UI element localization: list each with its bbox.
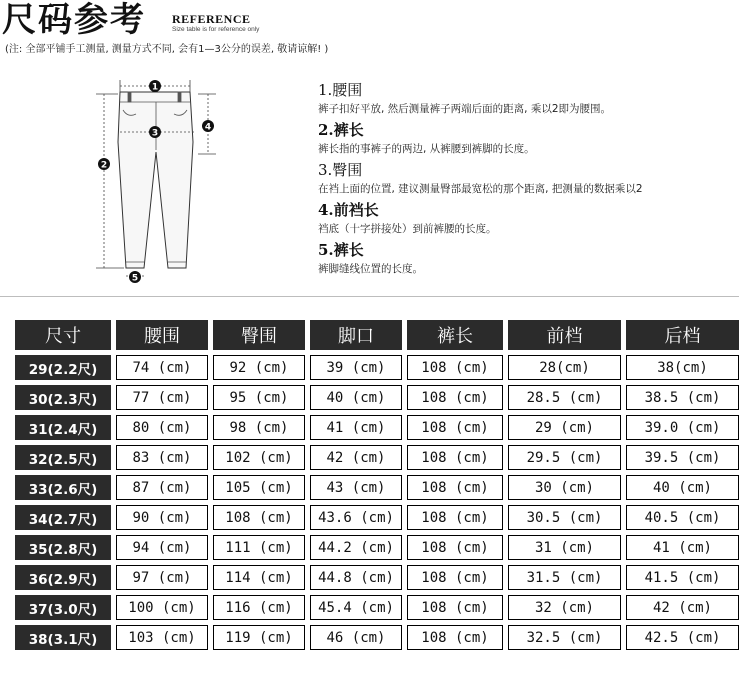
table-cell: 38.5 (cm) [626,385,739,410]
definition-title-length: 2.裤长 [318,121,364,139]
table-cell: 87 (cm) [116,475,208,500]
table-cell: 95 (cm) [213,385,305,410]
table-body [15,355,739,650]
table-cell: 39.0 (cm) [626,415,739,440]
table-row [15,595,739,620]
table-cell: 44.8 (cm) [310,565,402,590]
table-cell: 40.5 (cm) [626,505,739,530]
column-header: 前档 [508,320,621,350]
marker-1 [149,80,161,93]
svg-text:3: 3 [151,128,159,139]
table-cell: 116 (cm) [213,595,305,620]
table-cell: 32.5 (cm) [508,625,621,650]
table-cell: 74 (cm) [116,355,208,380]
table-cell: 41 (cm) [310,415,402,440]
table-cell: 30 (cm) [508,475,621,500]
column-header: 尺寸 [15,320,111,350]
table-cell: 108 (cm) [407,355,503,380]
table-cell: 38(cm) [626,355,739,380]
size-label-cell: 34(2.7尺) [15,505,111,530]
table-header-row [15,320,739,350]
size-label-cell: 33(2.6尺) [15,475,111,500]
table-cell: 30.5 (cm) [508,505,621,530]
table-cell: 105 (cm) [213,475,305,500]
definition-desc-hip: 在裆上面的位置, 建议测量臀部最宽松的那个距离, 把测量的数据乘以2 [318,183,643,195]
table-cell: 44.2 (cm) [310,535,402,560]
definition-title-leg-opening: 5.裤长 [318,241,364,259]
size-label-cell: 36(2.9尺) [15,565,111,590]
trousers-diagram [90,72,250,287]
table-cell: 46 (cm) [310,625,402,650]
table-cell: 43.6 (cm) [310,505,402,530]
table-row [15,445,739,470]
table-row [15,565,739,590]
table-cell: 108 (cm) [407,475,503,500]
definition-title-hip: 3.臀围 [318,161,363,179]
table-cell: 39 (cm) [310,355,402,380]
table-row [15,535,739,560]
column-header: 后档 [626,320,739,350]
size-label-cell: 35(2.8尺) [15,535,111,560]
table-row [15,415,739,440]
size-label-cell: 38(3.1尺) [15,625,111,650]
size-label-cell: 30(2.3尺) [15,385,111,410]
title-english-subtitle: Size table is for reference only [172,26,260,33]
table-cell: 108 (cm) [213,505,305,530]
svg-text:1: 1 [151,82,159,93]
table-cell: 42 (cm) [310,445,402,470]
table-cell: 114 (cm) [213,565,305,590]
definition-title-waist: 1.腰围 [318,81,363,99]
table-cell: 102 (cm) [213,445,305,470]
size-table [10,315,739,655]
size-label-cell: 31(2.4尺) [15,415,111,440]
table-cell: 45.4 (cm) [310,595,402,620]
size-label-cell: 37(3.0尺) [15,595,111,620]
size-label-cell: 32(2.5尺) [15,445,111,470]
definition-title-front-rise: 4.前裆长 [318,201,379,219]
table-cell: 39.5 (cm) [626,445,739,470]
table-row [15,475,739,500]
table-cell: 77 (cm) [116,385,208,410]
table-cell: 83 (cm) [116,445,208,470]
definition-desc-length: 裤长指的事裤子的两边, 从裤腰到裤脚的长度。 [318,143,535,155]
table-row [15,625,739,650]
definition-desc-front-rise: 裆底（十字拼接处）到前裤腰的长度。 [318,223,497,235]
page-title: 尺码参考 [2,0,146,40]
column-header: 脚口 [310,320,402,350]
table-cell: 108 (cm) [407,625,503,650]
table-cell: 103 (cm) [116,625,208,650]
table-cell: 119 (cm) [213,625,305,650]
title-english: REFERENCE [172,12,251,26]
table-cell: 90 (cm) [116,505,208,530]
marker-2 [98,158,110,171]
definition-desc-leg-opening: 裤脚缝线位置的长度。 [318,263,423,275]
table-row [15,385,739,410]
table-cell: 29 (cm) [508,415,621,440]
table-cell: 98 (cm) [213,415,305,440]
table-cell: 108 (cm) [407,385,503,410]
definition-desc-waist: 裤子扣好平放, 然后测量裤子两端后面的距离, 乘以2即为腰围。 [318,103,612,115]
table-cell: 31 (cm) [508,535,621,560]
table-cell: 28(cm) [508,355,621,380]
column-header: 臀围 [213,320,305,350]
table-cell: 43 (cm) [310,475,402,500]
table-row [15,505,739,530]
table-cell: 31.5 (cm) [508,565,621,590]
measurement-note: (注: 全部平铺手工测量, 测量方式不同, 会有1—3公分的误差, 敬请谅解! ) [5,44,329,55]
table-cell: 29.5 (cm) [508,445,621,470]
table-cell: 97 (cm) [116,565,208,590]
column-header: 裤长 [407,320,503,350]
svg-text:4: 4 [204,122,212,133]
table-cell: 108 (cm) [407,505,503,530]
table-cell: 42.5 (cm) [626,625,739,650]
marker-4 [202,120,214,133]
table-cell: 94 (cm) [116,535,208,560]
table-cell: 108 (cm) [407,415,503,440]
table-cell: 40 (cm) [626,475,739,500]
table-cell: 111 (cm) [213,535,305,560]
table-cell: 108 (cm) [407,445,503,470]
section-divider [0,296,739,297]
table-cell: 80 (cm) [116,415,208,440]
svg-text:5: 5 [131,273,139,284]
table-row [15,355,739,380]
table-cell: 92 (cm) [213,355,305,380]
table-cell: 40 (cm) [310,385,402,410]
table-cell: 100 (cm) [116,595,208,620]
table-cell: 108 (cm) [407,535,503,560]
table-cell: 28.5 (cm) [508,385,621,410]
table-cell: 32 (cm) [508,595,621,620]
measurement-definitions [318,80,738,280]
table-cell: 41 (cm) [626,535,739,560]
trousers-outline [118,92,193,268]
svg-text:2: 2 [100,160,108,171]
size-label-cell: 29(2.2尺) [15,355,111,380]
table-cell: 108 (cm) [407,595,503,620]
table-cell: 41.5 (cm) [626,565,739,590]
table-cell: 108 (cm) [407,565,503,590]
column-header: 腰围 [116,320,208,350]
marker-5 [129,271,141,284]
table-cell: 42 (cm) [626,595,739,620]
